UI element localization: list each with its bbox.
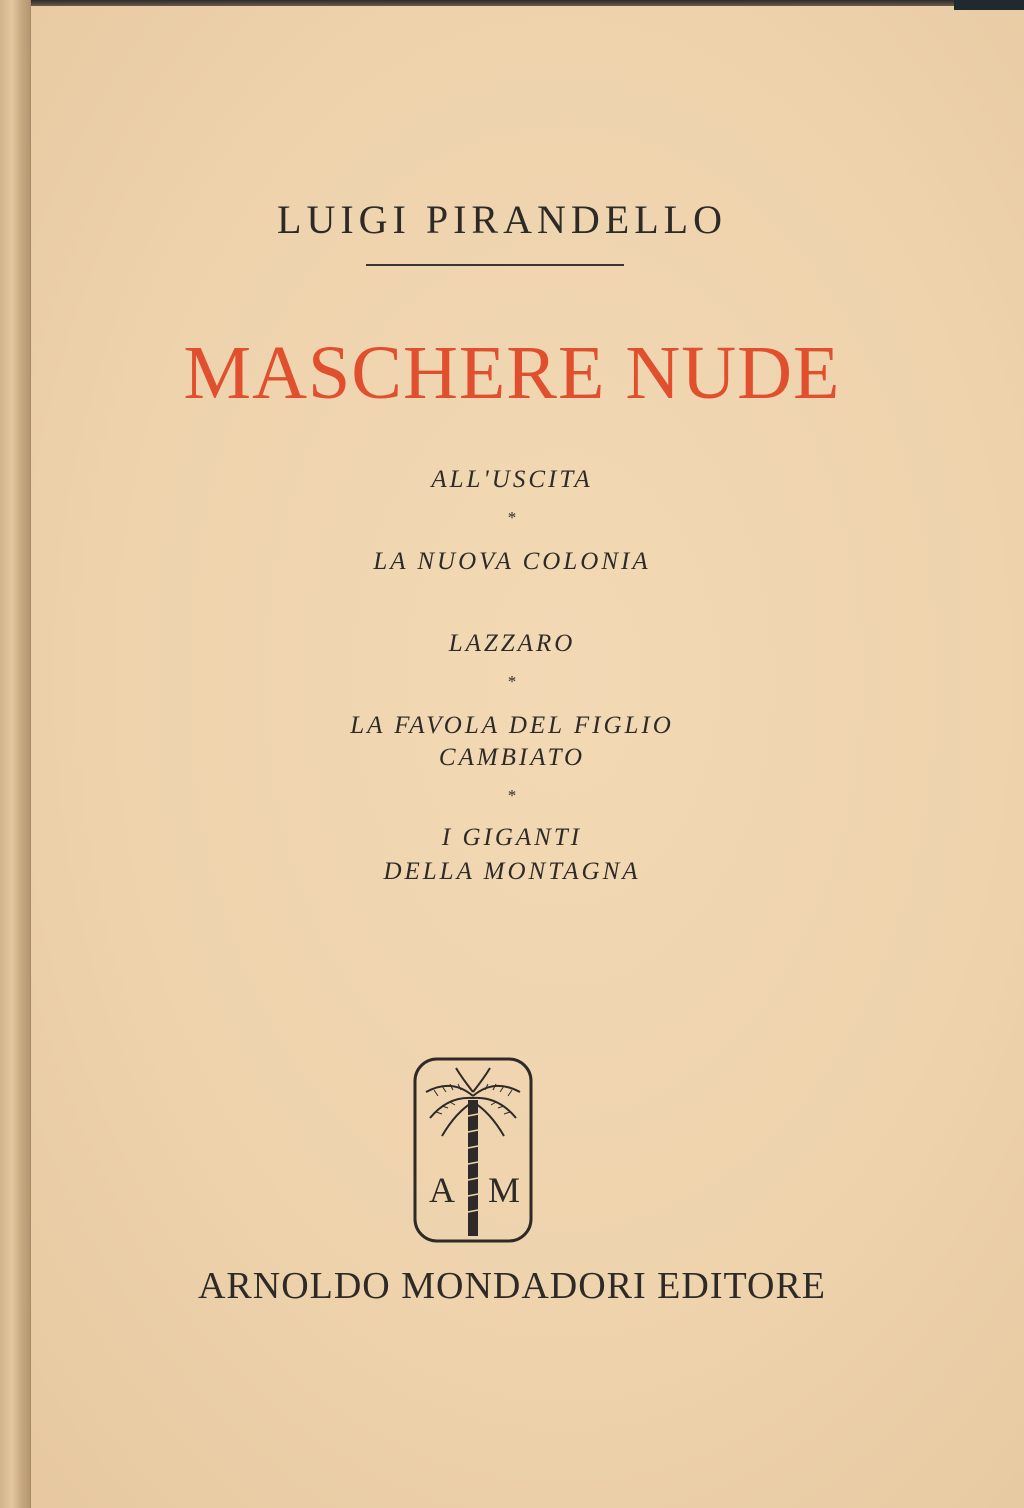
play-title: LA NUOVA COLONIA (373, 548, 651, 575)
svg-text:A: A (429, 1170, 455, 1210)
divider-rule (366, 264, 624, 266)
play-title: LAZZARO (448, 630, 576, 657)
separator-star: * (507, 672, 517, 691)
book-title: MASCHERE NUDE (183, 331, 841, 415)
separator-star: * (507, 786, 517, 805)
play-title: I GIGANTI (441, 824, 583, 851)
top-edge (0, 0, 1024, 6)
publisher-name: ARNOLDO MONDADORI EDITORE (197, 1265, 827, 1307)
mondadori-palm-logo (412, 1056, 534, 1244)
play-title: ALL'USCITA (431, 466, 593, 493)
svg-text:M: M (487, 1170, 521, 1210)
play-title-continued: DELLA MONTAGNA (383, 858, 641, 885)
author-name: LUIGI PIRANDELLO (277, 197, 727, 242)
separator-star: * (507, 508, 517, 527)
cover-corner (954, 0, 1024, 10)
play-title-continued: CAMBIATO (438, 744, 586, 771)
play-title: LA FAVOLA DEL FIGLIO (350, 712, 674, 739)
